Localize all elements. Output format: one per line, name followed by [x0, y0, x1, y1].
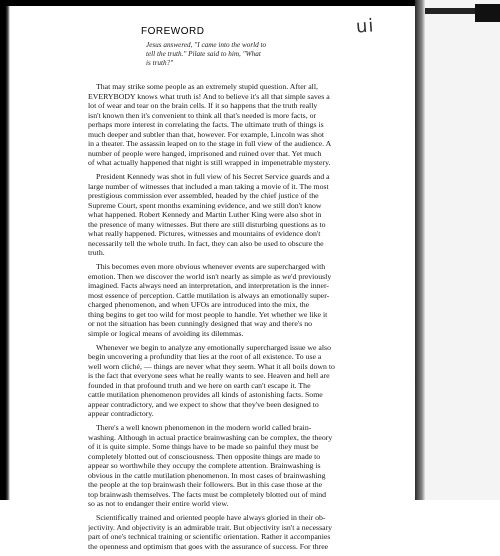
- text-line: much deeper and subtler than that, however. For example, Lincoln was shot: [88, 129, 325, 139]
- text-line: That may strike some people as an extremely stupid question. After all,: [96, 82, 318, 91]
- text-line: appear so worthwhile they occupy the complete attention. Brainwashing is: [88, 461, 321, 470]
- text-line: emotion. Then we discover the world isn't nearly as simple as we'd previously: [88, 271, 332, 281]
- paragraph: [88, 513, 408, 551]
- text-line: Whenever we begin to analyze any emotionally supercharged issue we also: [96, 342, 331, 352]
- text-line: necessarily tell the whole truth. In fact, they can also be used to obscure the: [88, 238, 324, 248]
- text-line: This becomes even more obvious whenever events are supercharged with: [96, 262, 326, 271]
- text-line: top brainwash themselves. The facts must be completely blotted out of mind: [88, 489, 327, 499]
- page-heading: FOREWORD: [141, 26, 205, 37]
- text-line: Supreme Court, spent months examining evidence, and we still don't know: [88, 200, 322, 210]
- text-line: prestigious commission ever assembled, headed by the chief justice of the: [88, 191, 319, 200]
- text-line: completely blotted out of consciousness. Then opposite things are made to: [88, 451, 321, 461]
- text-line: is the fact that everyone sees what he really wants to see. Heaven and hell are: [88, 371, 330, 380]
- text-line: the openness and optimism that goes with the assurance of success. For three: [88, 541, 329, 551]
- text-line: washing. Although in actual practice brainwashing can be complex, the theory: [88, 432, 333, 442]
- text-line: number of people were hanged, imprisoned and ruined over that. Yet much: [88, 148, 322, 158]
- text-line: charged phenomenon, and when UFOs are introduced into the mix, the: [88, 300, 310, 309]
- handwritten-page-mark: ui: [355, 15, 376, 38]
- text-line: truth.: [88, 248, 105, 257]
- text-line: simple or logical means of avoiding its dilemmas.: [88, 328, 244, 338]
- text-line: what happened. Robert Kennedy and Martin Luther King were also shot in: [88, 210, 322, 219]
- epigraph: [146, 41, 306, 68]
- epigraph-line: Jesus answered, "I came into the world to: [146, 41, 267, 49]
- text-line: so as not to endanger their entire world view.: [88, 499, 229, 508]
- text-line: cattle mutilation phenomenon provides all kinds of astonishing facts. Some: [88, 390, 323, 399]
- text-line: President Kennedy was shot in full view of his Secret Service guards and a: [96, 172, 330, 181]
- paragraph: [88, 343, 408, 419]
- text-line: large number of witnesses that included a man taking a movie of it. The most: [88, 181, 329, 191]
- text-line: imagined. Facts always need an interpretation, and interpretation is the inner-: [88, 281, 330, 290]
- text-line: Scientifically trained and oriented people have always gloried in their ob-: [96, 513, 326, 522]
- text-line: part of one's technical training or scientific orientation. Rather it accompanies: [88, 532, 331, 541]
- epigraph-line: tell the truth." Pilate said to him, "What: [146, 50, 261, 58]
- paragraph: [88, 82, 408, 168]
- text-line: obvious in the cattle mutilation phenomenon. In most cases of brainwashing: [88, 470, 326, 480]
- text-line: EVERYBODY knows what truth is! And to believe it's all that simple saves a: [88, 91, 330, 101]
- text-line: perhaps more interest in correlating the facts. The ultimate truth of things is: [88, 120, 324, 129]
- paragraph: [88, 423, 408, 509]
- text-line: appear contradictory, and we expect to show that they've been designed to: [88, 399, 319, 409]
- text-line: what really happened. Pictures, witnesses and mountains of evidence don't: [88, 229, 321, 238]
- text-line: most essence of perception. Cattle mutilation is always an emotionally super-: [88, 290, 330, 300]
- text-line: There's a well known phenomenon in the modern world called brain-: [96, 423, 312, 432]
- text-line: of it is quite simple. Some things have to be made so painful they must be: [88, 442, 319, 451]
- text-line: of what actually happened that night is still wrapped in impenetrable mystery.: [88, 158, 331, 167]
- paragraph: [88, 262, 408, 338]
- text-line: the people at the top brainwash their followers. But in this case those at the: [88, 480, 323, 489]
- text-line: thing begins to get too wild for most people to handle. Yet whether we like it: [88, 309, 328, 319]
- body-text: [88, 82, 408, 556]
- text-line: the presence of many witnesses. But there are still disturbing questions as to: [88, 219, 326, 229]
- text-line: isn't known then it's convenient to think all that's needed is more facts, or: [88, 110, 317, 120]
- epigraph-line: is truth?": [146, 59, 174, 67]
- paragraph: [88, 172, 408, 258]
- text-line: or not the situation has been cunningly designed that way and there's no: [88, 319, 312, 328]
- page-gutter-shadow: [415, 0, 425, 500]
- text-line: well worn cliché, — things are never what they seem. What it all boils down to: [88, 361, 335, 371]
- text-line: in a theater. The assassin leaped on to the stage in full view of the audience. A: [88, 139, 332, 148]
- text-line: appear contradictory.: [88, 409, 154, 418]
- text-line: lot of wear and tear on the brain cells. If it so happens that the truth really: [88, 101, 318, 110]
- text-line: founded in that profound truth and we here on earth can't escape it. The: [88, 380, 311, 390]
- scan-artifact: [475, 4, 500, 22]
- text-line: jectivity. And objectivity is an admirable trait. But objectivity isn't a necessary: [88, 522, 333, 532]
- scan-edge-shadow-left: [0, 0, 10, 500]
- scan-edge-right: [415, 0, 500, 500]
- text-line: begin uncovering a profundity that lies at the root of all existence. To use a: [88, 352, 322, 361]
